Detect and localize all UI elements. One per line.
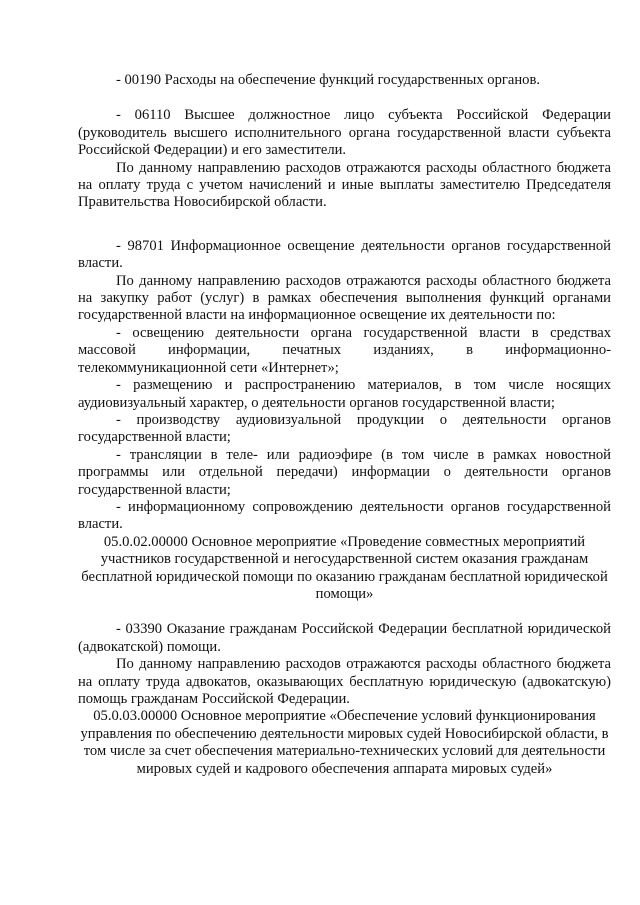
section-heading-05-0-03: 05.0.03.00000 Основное мероприятие «Обеспечение условий функционирования управления по обеспечению деятельности мировых судей Новосибирской области, в том числе за счет обеспечения материально-технических условий для деятельности мировых судей и кадрового обеспечения аппарата мировых судей» bbox=[80, 708, 609, 777]
item-06110-description: По данному направлению расходов отражаются расходы областного бюджета на оплату труда с учетом начислений и иные выплаты заместителю Председателя Правительства Новосибирской области. bbox=[78, 159, 611, 211]
item-06110: - 06110 Высшее должностное лицо субъекта Российской Федерации (руководитель высшего исполнительного органа государственной власти субъекта Российской Федерации) и его заместители. bbox=[78, 107, 611, 159]
item-98701-list-4: - трансляции в теле- или радиоэфире (в том числе в рамках новостной программы или отдельной передачи) информации о деятельности органов государственной власти; bbox=[78, 446, 611, 498]
item-98701-list-2: - размещению и распространению материалов, в том числе носящих аудиовизуальный характер, о деятельности органов государственной власти; bbox=[78, 377, 611, 411]
item-03390: - 03390 Оказание гражданам Российской Федерации бесплатной юридической (адвокатской) помощи. bbox=[78, 621, 611, 655]
item-00190: - 00190 Расходы на обеспечение функций государственных органов. bbox=[116, 72, 541, 88]
item-03390-description: По данному направлению расходов отражаются расходы областного бюджета на оплату труда адвокатов, оказывающих бесплатную юридическую (адвокатскую) помощь гражданам Российской Федерации. bbox=[78, 656, 611, 707]
item-98701: - 98701 Информационное освещение деятельности органов государственной власти. bbox=[78, 237, 611, 272]
item-98701-list-1: - освещению деятельности органа государственной власти в средствах массовой информации, печатных изданиях, в информационно-телекоммуникационной сети «Интернет»; bbox=[78, 324, 611, 376]
document-page bbox=[78, 72, 611, 778]
section-heading-05-0-02: 05.0.02.00000 Основное мероприятие «Проведение совместных мероприятий участников государственной и негосударственной систем оказания гражданам бесплатной юридической помощи по оказанию гражданам бесплатной юридической помощи» bbox=[81, 533, 608, 602]
item-98701-list-3: - производству аудиовизуальной продукции о деятельности органов государственной власти; bbox=[78, 411, 611, 446]
item-98701-description: По данному направлению расходов отражаются расходы областного бюджета на закупку работ (услуг) в рамках обеспечения выполнения функций органами государственной власти на информационное освещение их деятельности по: bbox=[78, 272, 611, 324]
item-98701-list-5: - информационному сопровождению деятельности органов государственной власти. bbox=[78, 498, 611, 533]
